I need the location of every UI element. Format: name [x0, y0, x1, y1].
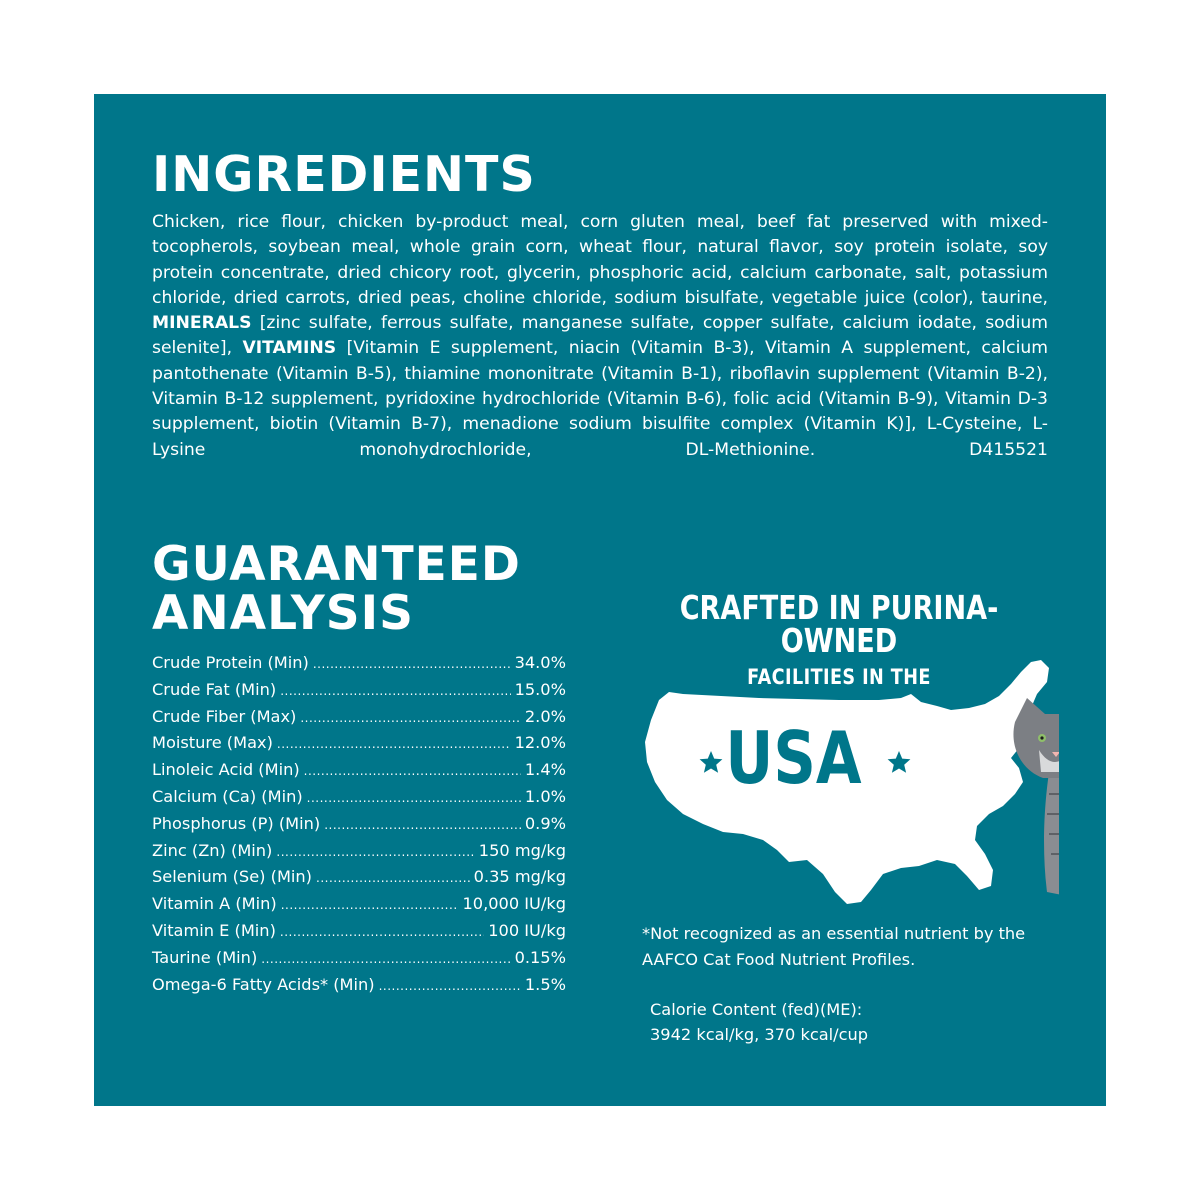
packaging-panel	[94, 94, 1106, 1106]
dot-leader	[316, 864, 470, 892]
analysis-label: Linoleic Acid (Min)	[152, 760, 300, 780]
dot-leader	[324, 811, 521, 839]
analysis-row	[152, 784, 566, 811]
analysis-label: Vitamin A (Min)	[152, 894, 277, 914]
calorie-content	[650, 997, 1010, 1048]
analysis-value: 1.0%	[524, 786, 566, 806]
dot-leader	[281, 891, 459, 919]
analysis-heading-line: ANALYSIS	[152, 586, 414, 641]
analysis-value: 12.0%	[514, 733, 566, 753]
analysis-row	[152, 730, 566, 757]
analysis-value: 1.5%	[524, 974, 566, 994]
analysis-label: Taurine (Min)	[152, 947, 258, 967]
analysis-value: 0.15%	[514, 947, 566, 967]
analysis-row	[152, 650, 566, 677]
dot-leader	[277, 730, 511, 758]
analysis-label: Vitamin E (Min)	[152, 920, 276, 940]
analysis-value: 10,000 IU/kg	[462, 894, 566, 914]
analysis-value: 0.35 mg/kg	[473, 867, 566, 887]
ingredients-text-part: [Vitamin E supplement, niacin (Vitamin B-3), Vitamin A supplement, calcium pantothenate (Vitamin B-5), thiamine mononitrate (Vitamin B-1), riboflavin supplement (Vitamin B-2), Vitamin B-12 supplement, pyridoxine hydrochloride (Vitamin B-6), folic acid (Vitamin B-9), Vitamin D-3 supplement, biotin (Vitamin B-7), menadione sodium bisulfite complex (Vitamin K)], L-Cysteine, L-Lysine monohydrochloride, DL-Methionine.	[152, 338, 1048, 460]
analysis-label: Calcium (Ca) (Min)	[152, 786, 303, 806]
dot-leader	[280, 677, 510, 705]
dot-leader	[307, 784, 521, 812]
dot-leader	[276, 838, 474, 866]
analysis-row	[152, 677, 566, 704]
analysis-label: Crude Fat (Min)	[152, 679, 277, 699]
calorie-value: 3942 kcal/kg, 370 kcal/cup	[650, 1025, 869, 1045]
analysis-value: 1.4%	[524, 760, 566, 780]
dot-leader	[261, 945, 510, 973]
analysis-row	[152, 811, 566, 838]
footnote: *Not recognized as an essential nutrient by the AAFCO Cat Food Nutrient Profiles.	[642, 924, 1026, 969]
ingredients-text-part: [zinc sulfate, ferrous sulfate, manganese sulfate, copper sulfate, calcium iodate, sodium selenite],	[152, 313, 1048, 359]
analysis-row	[152, 838, 566, 865]
analysis-label: Selenium (Se) (Min)	[152, 867, 312, 887]
analysis-label: Crude Protein (Min)	[152, 653, 309, 672]
analysis-list	[152, 650, 566, 998]
guaranteed-analysis-heading	[152, 537, 521, 641]
analysis-label: Zinc (Zn) (Min)	[152, 840, 273, 860]
analysis-row	[152, 864, 566, 891]
analysis-row	[152, 757, 566, 784]
crafted-line: CRAFTED IN PURINA-OWNED	[679, 588, 999, 660]
dot-leader	[379, 972, 521, 1000]
analysis-value: 34.0%	[514, 653, 566, 672]
analysis-label: Moisture (Max)	[152, 733, 273, 753]
dot-leader	[313, 650, 511, 678]
ingredients-text-part: Chicken, rice flour, chicken by-product meal, corn gluten meal, beef fat preserved with mixed-tocopherols, soybean meal, whole grain corn, wheat flour, natural flavor, soy protein isolate, soy protein concentrate, dried chicory root, glycerin, phosphoric acid, calcium carbonate, salt, potassium chloride, dried carrots, dried peas, choline chloride, sodium bisulfate, vegetable juice (color), taurine,	[152, 212, 1048, 308]
analysis-value: 0.9%	[524, 813, 566, 833]
dot-leader	[304, 757, 521, 785]
calorie-label: Calorie Content (fed)(ME):	[650, 1000, 863, 1019]
analysis-value: 2.0%	[524, 706, 566, 726]
dot-leader	[300, 704, 521, 732]
analysis-row	[152, 945, 566, 972]
analysis-label: Crude Fiber (Max)	[152, 706, 297, 726]
analysis-value: 150 mg/kg	[478, 840, 566, 860]
analysis-row	[152, 972, 566, 999]
analysis-label: Omega-6 Fatty Acids* (Min)	[152, 974, 375, 994]
ingredients-heading: INGREDIENTS	[152, 146, 536, 203]
ingredients-text	[152, 210, 1048, 463]
vitamins-label: VITAMINS	[242, 338, 337, 359]
dot-leader	[280, 918, 484, 946]
ingredients-code: D415521	[969, 439, 1048, 460]
analysis-row	[152, 704, 566, 731]
analysis-value: 15.0%	[514, 679, 566, 699]
crafted-line: FACILITIES IN THE	[747, 665, 931, 690]
analysis-row	[152, 891, 566, 918]
analysis-heading-line: GUARANTEED	[152, 537, 521, 592]
minerals-label: MINERALS	[152, 313, 252, 334]
analysis-label: Phosphorus (P) (Min)	[152, 813, 321, 833]
analysis-row	[152, 918, 566, 945]
usa-label: USA	[725, 716, 862, 800]
analysis-value: 100 IU/kg	[488, 920, 566, 940]
